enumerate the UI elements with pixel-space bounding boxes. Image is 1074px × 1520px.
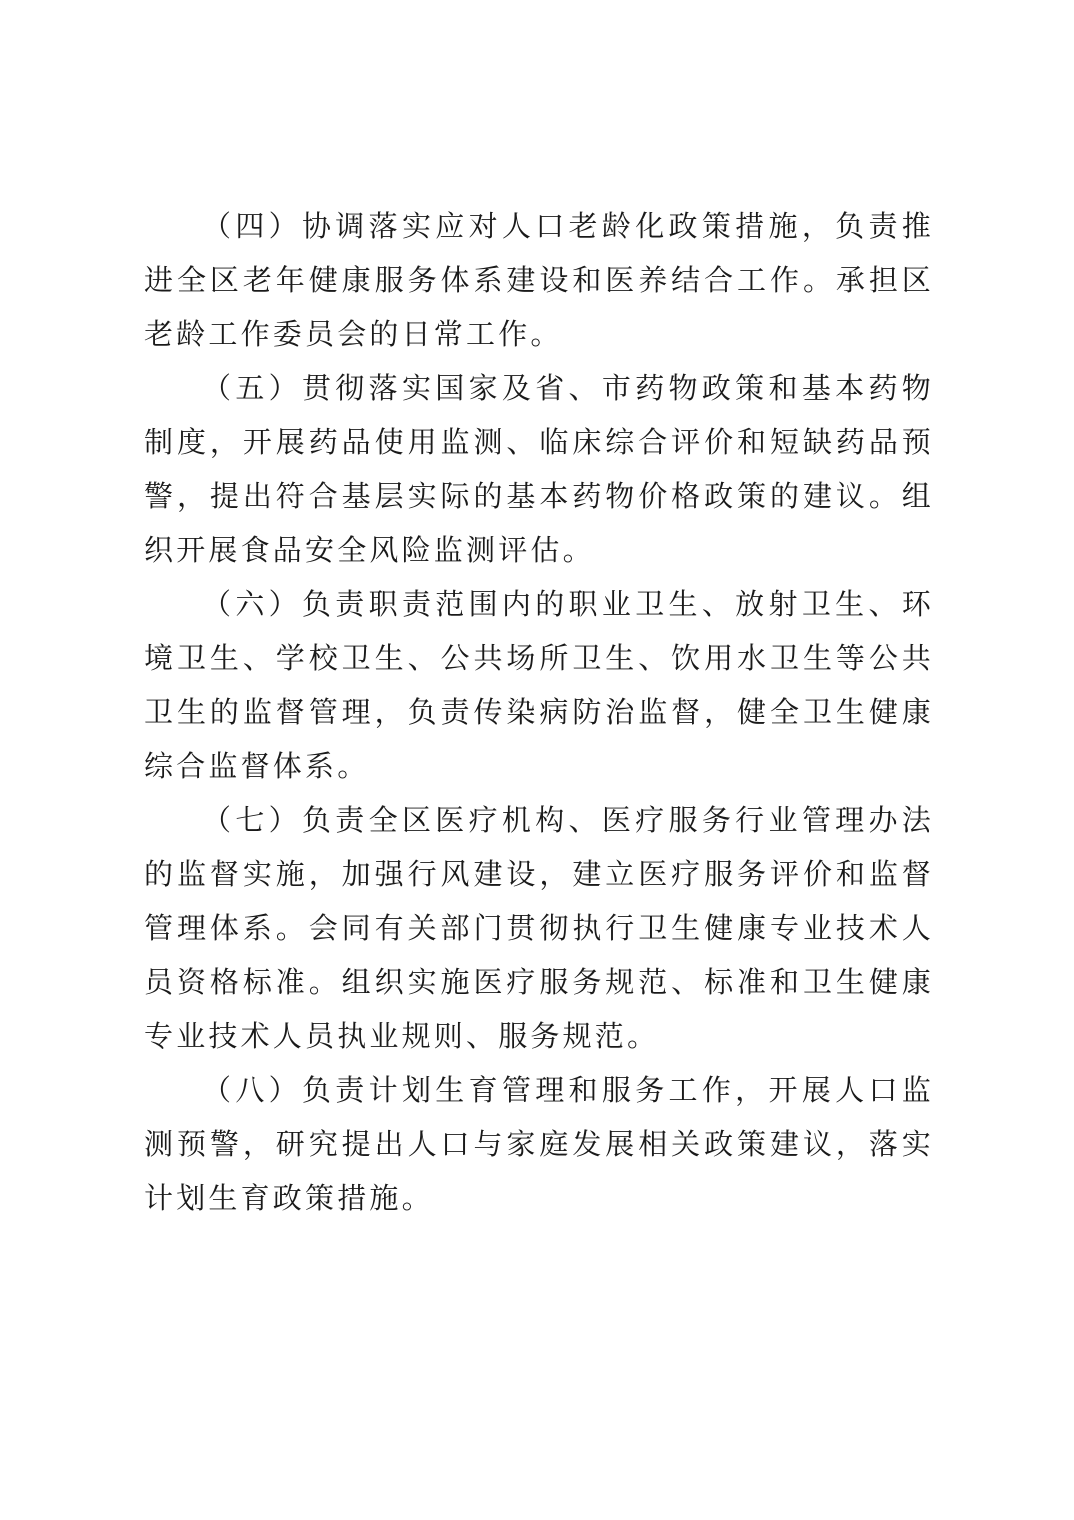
paragraph-five: （五）贯彻落实国家及省、市药物政策和基本药物制度，开展药品使用监测、临床综合评价和短缺药品预警，提出符合基层实际的基本药物价格政策的建议。组织开展食品安全风险监测评估。 (144, 371, 934, 567)
paragraph-seven: （七）负责全区医疗机构、医疗服务行业管理办法的监督实施，加强行风建设，建立医疗服务评价和监督管理体系。会同有关部门贯彻执行卫生健康专业技术人员资格标准。组织实施医疗服务规范、标准和卫生健康专业技术人员执业规则、服务规范。 (144, 803, 934, 1053)
paragraph-four: （四）协调落实应对人口老龄化政策措施，负责推进全区老年健康服务体系建设和医养结合工作。承担区老龄工作委员会的日常工作。 (144, 209, 934, 351)
paragraph-six: （六）负责职责范围内的职业卫生、放射卫生、环境卫生、学校卫生、公共场所卫生、饮用水卫生等公共卫生的监督管理，负责传染病防治监督，健全卫生健康综合监督体系。 (144, 587, 934, 783)
paragraph-eight: （八）负责计划生育管理和服务工作，开展人口监测预警，研究提出人口与家庭发展相关政策建议，落实计划生育政策措施。 (144, 1073, 934, 1215)
document-body (144, 199, 934, 1225)
